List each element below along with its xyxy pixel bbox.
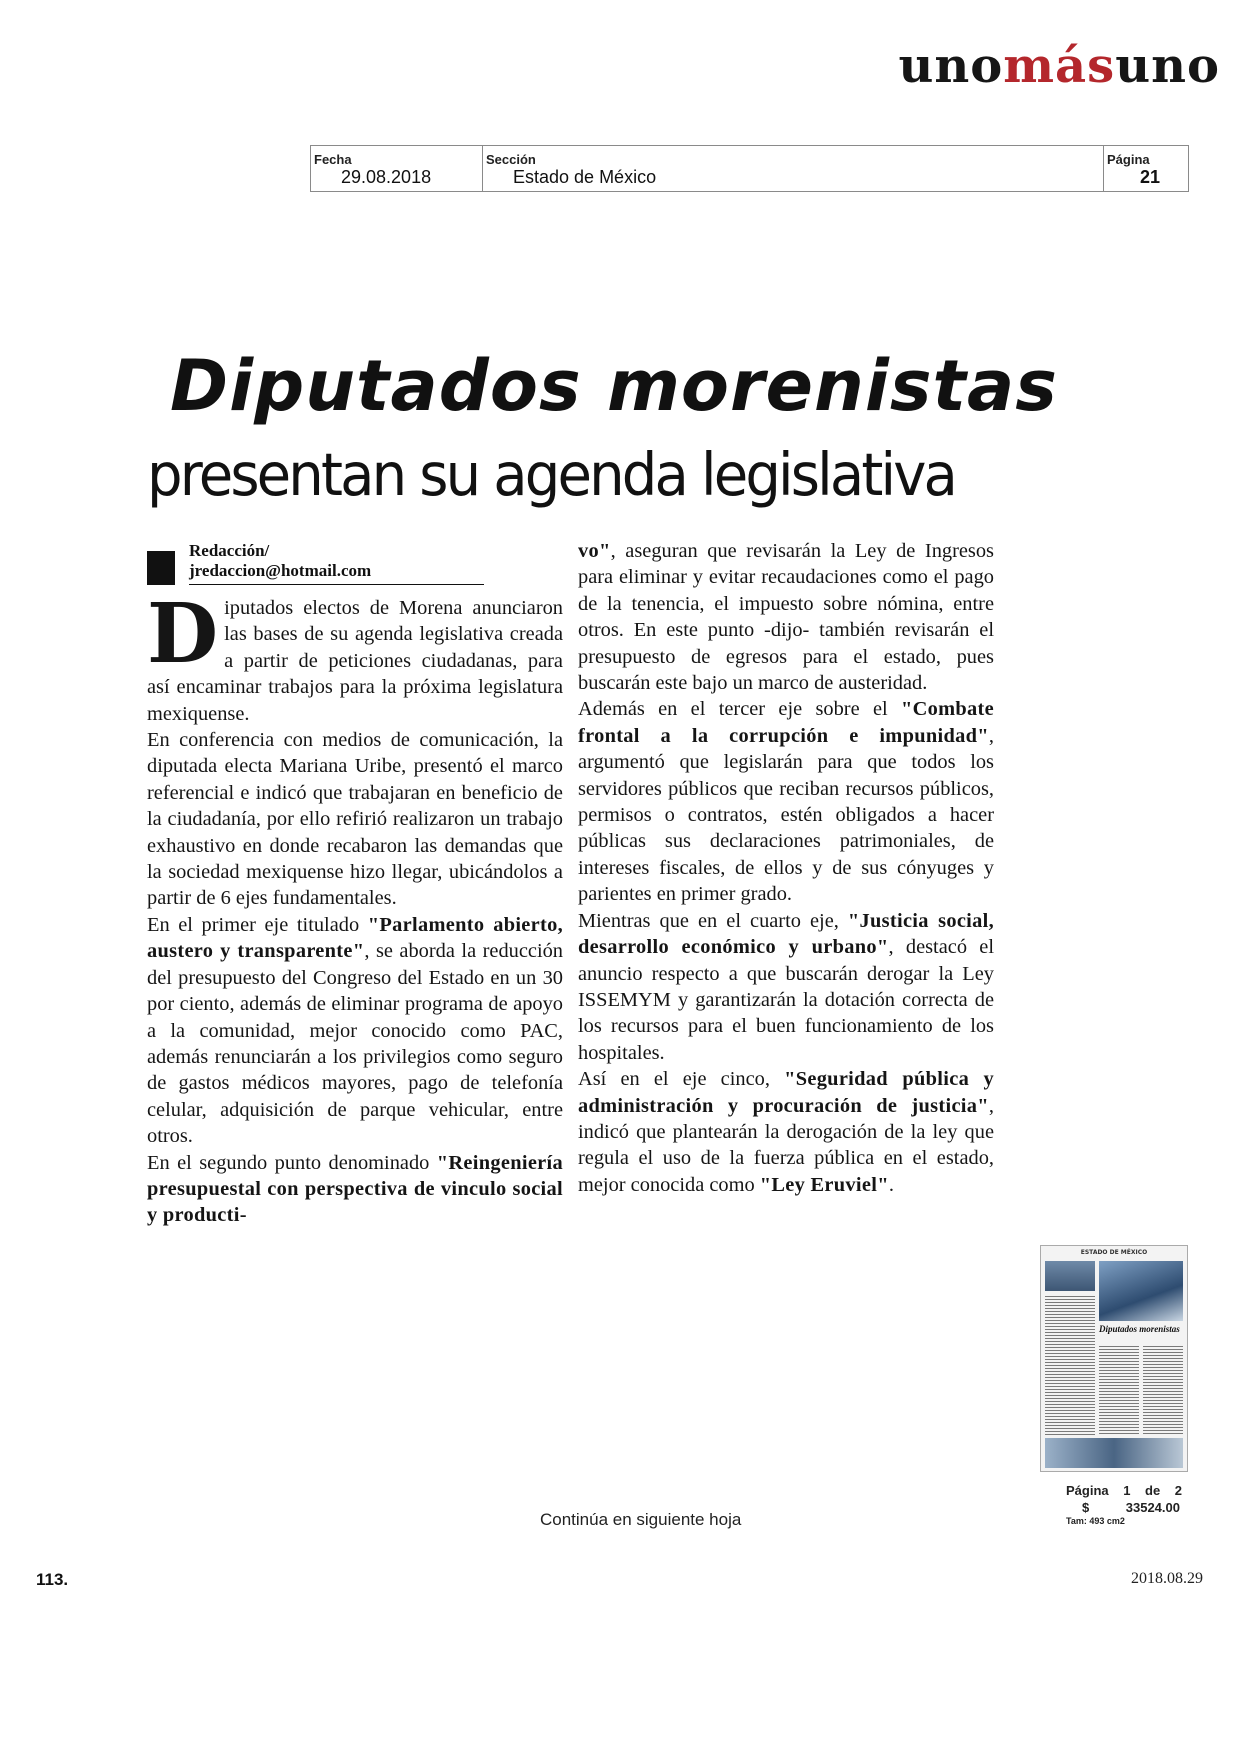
footer-clip-number: 113. xyxy=(36,1570,69,1589)
paragraph-3: En el primer eje titulado "Parlamento abierto, austero y transparente", se aborda la reducción del presupuesto del Congreso del Estado en un 30 por ciento, además de eliminar programa de apoyo a la comunidad, mejor conocido como PAC, además renunciarán a los privilegios como seguro de gastos médicos mayores, pago de telefonía celular, adquisición de parque vehicular, entre otros. xyxy=(147,913,563,1148)
thumbnail-text-lines xyxy=(1143,1346,1183,1436)
drop-cap: D xyxy=(147,586,219,682)
headline-sub: presentan su agenda legislativa xyxy=(147,440,956,509)
thumbnail-photo-main xyxy=(1099,1261,1183,1321)
seccion-label: Sección xyxy=(486,152,536,167)
fecha-value: 29.08.2018 xyxy=(341,167,432,187)
meta-currency: $ xyxy=(1082,1500,1090,1515)
fecha-cell xyxy=(311,146,483,191)
thumbnail-header: ESTADO DE MÉXICO xyxy=(1080,1249,1148,1256)
paragraph-7: Así en el eje cinco, "Seguridad pública y administración y procuración de justicia", indicó que plantearán la derogación de la ley que regula el uso de la fuerza pública en el estado, mejor conocida como "Ley Eruviel". xyxy=(578,1068,995,1196)
paragraph-4-start: En el segundo punto denominado "Reingeniería presupuestal con perspectiva de vinculo social y producti- xyxy=(147,1151,563,1227)
article-column-1 xyxy=(147,586,563,1229)
paragraph-5: Además en el tercer eje sobre el "Combate frontal a la corrupción e impunidad", argumentó que legislarán para que todos los servidores públicos que reciban recursos públicos, permisos o contratos, estén obligados a hacer públicas sus declaraciones patrimoniales, de intereses fiscales, de ellos y de sus cónyuges y parientes en primer grado. xyxy=(578,698,994,906)
thumbnail-text-lines xyxy=(1045,1296,1095,1436)
info-bar xyxy=(310,145,1189,192)
paragraph-4-end: vo", aseguran que revisarán la Ley de Ingresos para eliminar y evitar recaudaciones como el pago de la tenencia, el impuesto sobre nómina, entre otros. En este punto -dijo- también revisarán el presupuesto de egresos para el estado, pues buscarán este bajo un marco de austeridad. xyxy=(578,540,994,695)
pagina-label: Página xyxy=(1107,152,1150,167)
masthead-logo: unomásuno xyxy=(898,38,1220,94)
page-thumbnail[interactable] xyxy=(1040,1245,1188,1472)
continua-note: Continúa en siguiente hoja xyxy=(540,1510,742,1529)
byline-block-mark xyxy=(147,551,175,585)
meta-pagina-label: Página xyxy=(1066,1483,1109,1498)
thumbnail-photo-small xyxy=(1045,1261,1095,1291)
paragraph-6: Mientras que en el cuarto eje, "Justicia social, desarrollo económico y urbano", destacó el anuncio respecto a que buscarán derogar la Ley ISSEMYM y garantizarán la dotación correcta de los recursos para el buen funcionamiento de los hospitales. xyxy=(578,909,995,1064)
byline-email: jredaccion@hotmail.com xyxy=(189,561,372,580)
byline-author: Redacción/ xyxy=(189,541,270,560)
meta-cost: 33524.00 xyxy=(1125,1500,1180,1515)
clip-meta xyxy=(1040,1483,1186,1526)
meta-total: 2 xyxy=(1174,1483,1182,1498)
pagina-value: 21 xyxy=(1140,167,1161,187)
byline-rule xyxy=(189,584,484,585)
thumbnail-text-lines xyxy=(1099,1346,1139,1436)
meta-pagina: 1 xyxy=(1123,1483,1131,1498)
meta-tam: Tam: 493 cm2 xyxy=(1066,1516,1125,1526)
fecha-label: Fecha xyxy=(314,152,352,167)
thumbnail-photo-bottom xyxy=(1045,1438,1183,1468)
byline xyxy=(147,541,484,585)
paragraph-1: Diputados electos de Morena anunciaron las bases de su agenda legislativa creada a partir de peticiones ciudadanas, para así encaminar trabajos para la próxima legislatura mexiquense. xyxy=(147,586,563,725)
thumbnail-title: Diputados morenistas xyxy=(1099,1324,1180,1334)
pagina-cell xyxy=(1104,146,1188,191)
meta-de: de xyxy=(1145,1483,1161,1498)
headline-main: Diputados morenistas xyxy=(170,345,1058,427)
paragraph-2: En conferencia con medios de comunicación, la diputada electa Mariana Uribe, presentó el marco referencial e indicó que trabajaran en beneficio de la ciudadanía, por ello refirió realizaron un trabajo exhaustivo en donde recabaron las demandas que la sociedad mexiquense hizo llegar, ubicándolos a partir de 6 ejes fundamentales. xyxy=(147,729,563,910)
seccion-cell xyxy=(483,146,1104,191)
article-column-2 xyxy=(578,538,994,1198)
footer-date: 2018.08.29 xyxy=(1131,1570,1203,1587)
seccion-value: Estado de México xyxy=(513,167,657,187)
